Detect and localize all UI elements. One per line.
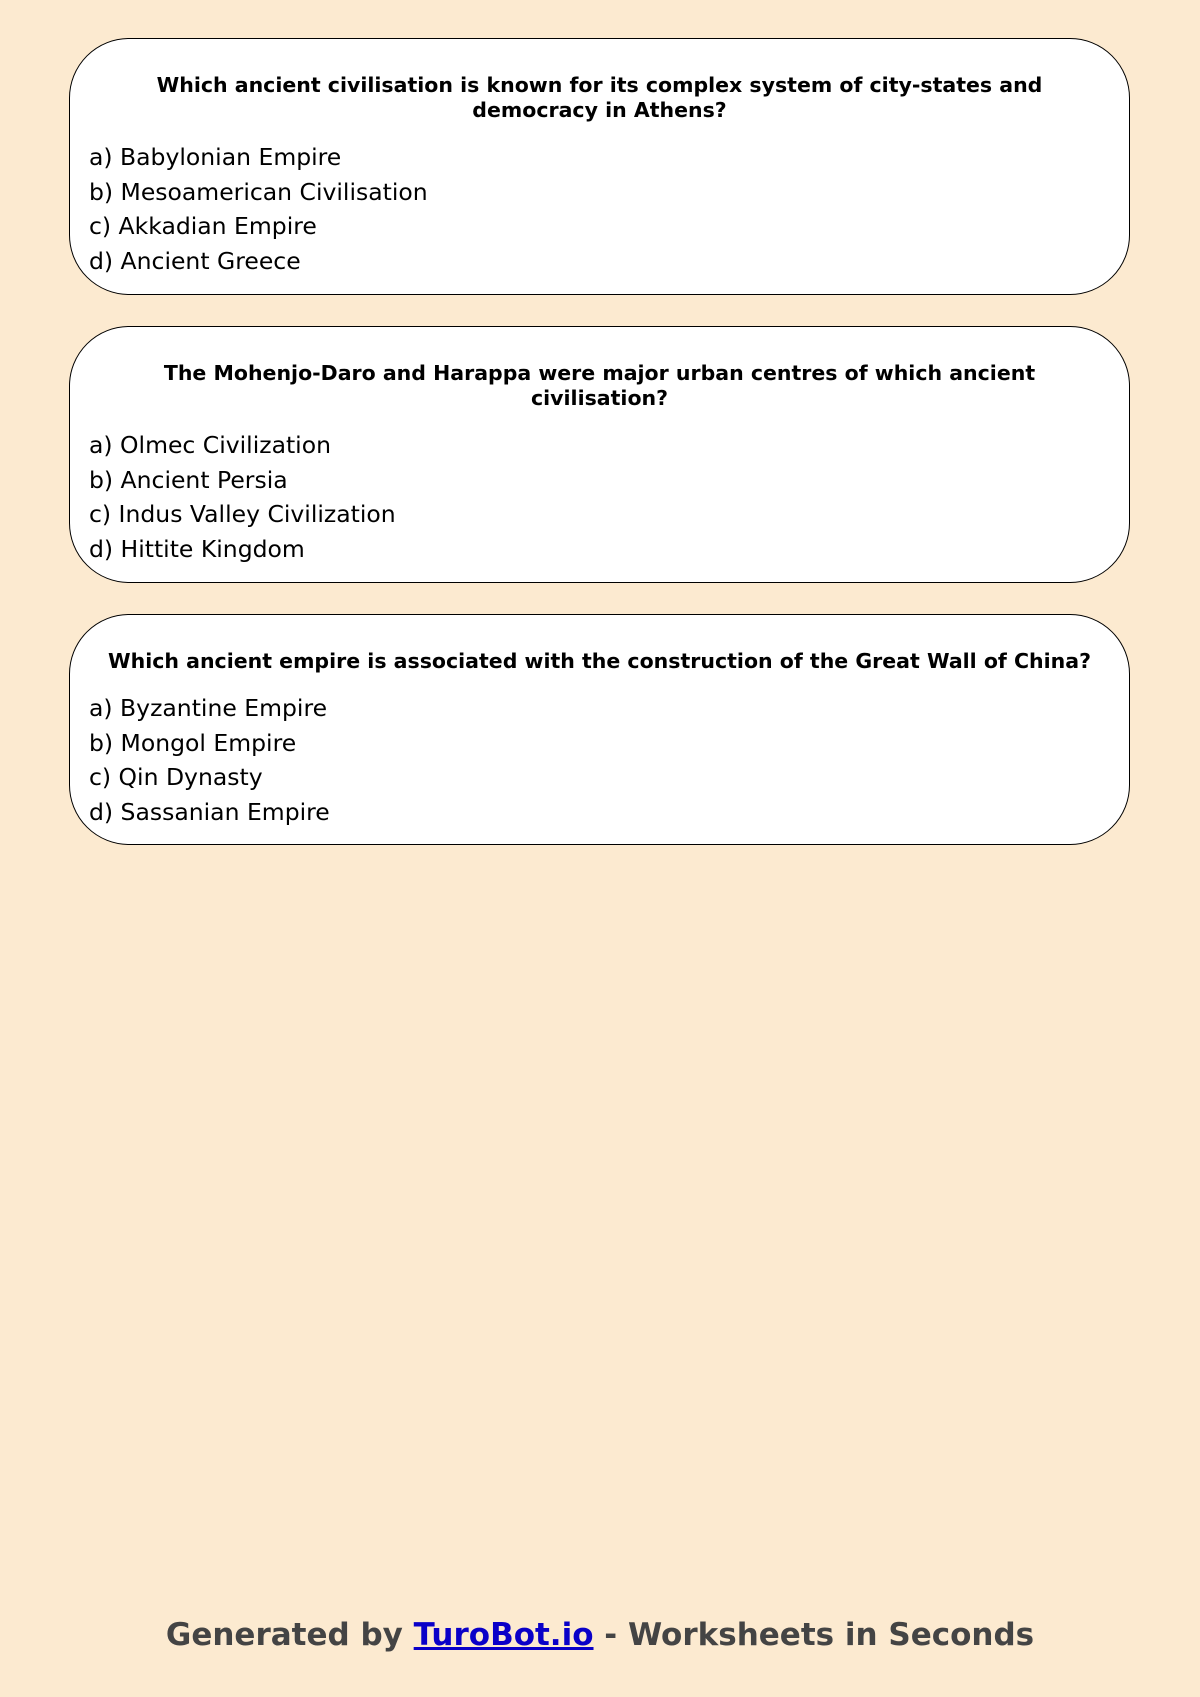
option-c: c) Qin Dynasty [89, 763, 263, 791]
question-card-1 [69, 38, 1130, 295]
option-list [89, 428, 396, 566]
footer [0, 1617, 1200, 1653]
option-d: d) Sassanian Empire [89, 797, 330, 826]
question-card-3 [69, 614, 1130, 845]
footer-prefix: Generated by [165, 1617, 414, 1653]
question-text: Which ancient civilisation is known for its complex system of city-states and democracy in Athens? [156, 73, 1043, 122]
question-card-2 [69, 326, 1130, 583]
option-c: c) Akkadian Empire [89, 212, 317, 240]
option-a: a) Olmec Civilization [89, 431, 331, 459]
option-b: b) Ancient Persia [89, 465, 288, 494]
option-c: c) Indus Valley Civilization [89, 500, 396, 528]
option-a: a) Babylonian Empire [89, 143, 342, 171]
option-b: b) Mongol Empire [89, 728, 297, 757]
option-a: a) Byzantine Empire [89, 694, 328, 722]
option-b: b) Mesoamerican Civilisation [89, 177, 428, 206]
option-d: d) Ancient Greece [89, 246, 301, 275]
question-text: The Mohenjo-Daro and Harappa were major urban centres of which ancient civilisation? [163, 361, 1036, 410]
option-list [89, 691, 330, 829]
option-list [89, 140, 428, 278]
option-d: d) Hittite Kingdom [89, 534, 305, 563]
footer-suffix: - Worksheets in Seconds [593, 1617, 1035, 1653]
turobot-link[interactable]: TuroBot.io [413, 1617, 594, 1653]
question-text: Which ancient empire is associated with the construction of the Great Wall of China? [108, 649, 1091, 673]
